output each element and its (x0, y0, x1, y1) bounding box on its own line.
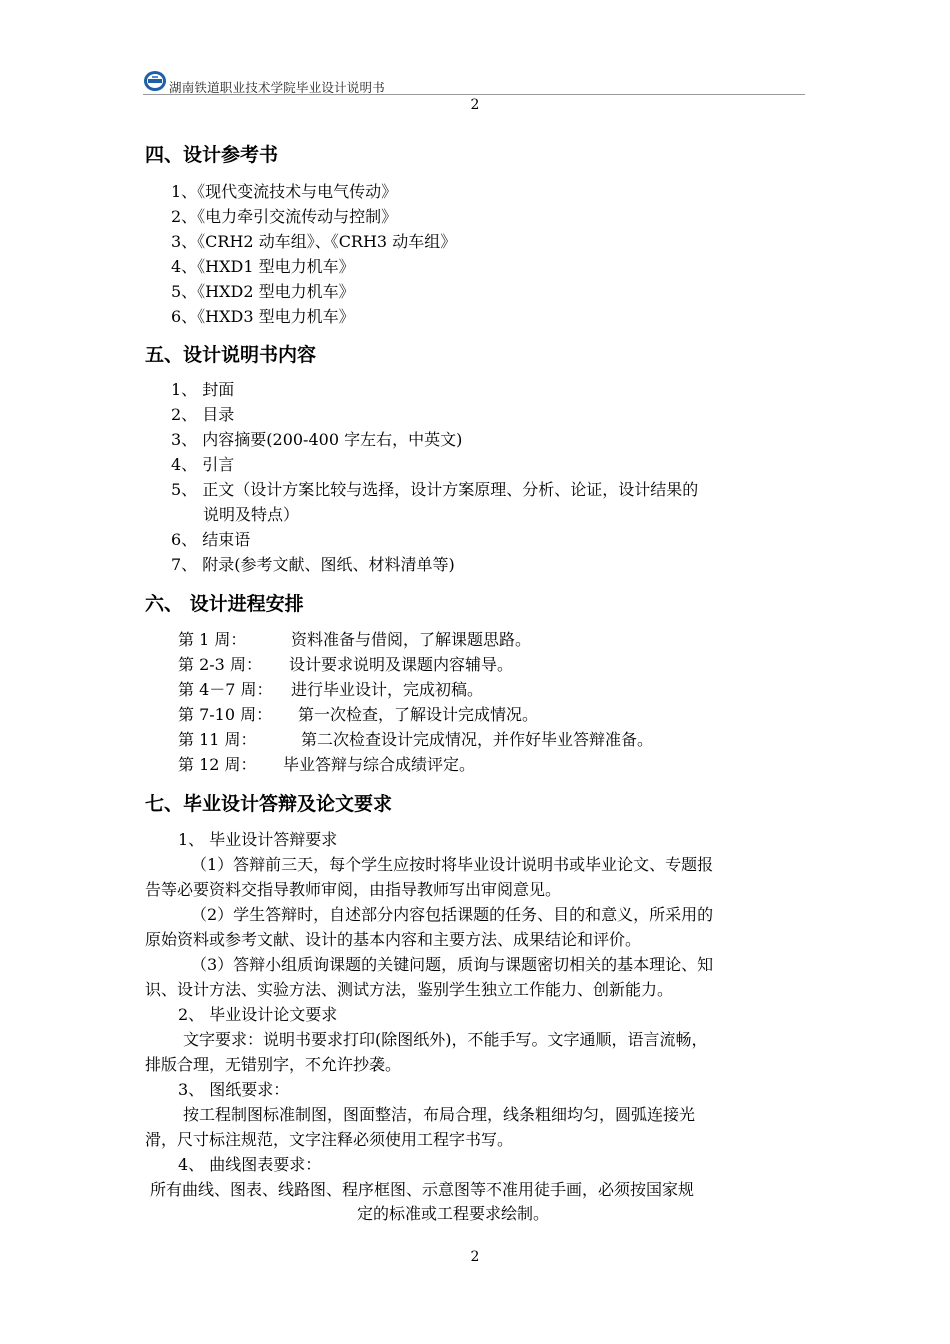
subsection-title: 1、 毕业设计答辩要求 (178, 830, 338, 849)
paragraph-line: 所有曲线、图表、线路图、程序框图、示意图等不准用徒手画，必须按国家规 (150, 1180, 695, 1199)
subsection-title: 3、 图纸要求： (178, 1080, 290, 1099)
contents-item: 7、 附录(参考文献、图纸、材料清单等) (171, 555, 455, 574)
contents-item: 5、 正文（设计方案比较与选择，设计方案原理、分析、论证，设计结果的 (171, 480, 699, 499)
reference-item: 5、《HXD2 型电力机车》 (171, 282, 355, 301)
document-header (143, 68, 805, 95)
reference-item: 1、《现代变流技术与电气传动》 (171, 182, 398, 201)
section-heading-contents: 五、设计说明书内容 (145, 344, 317, 366)
paragraph-line: 告等必要资料交指导教师审阅，由指导教师写出审阅意见。 (145, 880, 562, 899)
reference-item: 6、《HXD3 型电力机车》 (171, 307, 355, 326)
paragraph-line: （1）答辩前三天，每个学生应按时将毕业设计说明书或毕业论文、专题报 (191, 855, 714, 874)
contents-item: 4、 引言 (171, 455, 235, 474)
reference-item: 2、《电力牵引交流传动与控制》 (171, 207, 398, 226)
schedule-task: 毕业答辩与综合成绩评定。 (283, 755, 476, 774)
header-title: 湖南铁道职业技术学院毕业设计说明书 (169, 80, 385, 95)
schedule-task: 第二次检查设计完成情况，并作好毕业答辩准备。 (301, 730, 654, 749)
schedule-week: 第 12 周： (178, 755, 257, 774)
paragraph-line: 滑，尺寸标注规范，文字注释必须使用工程字书写。 (145, 1130, 514, 1149)
paragraph-line: 识、设计方法、实验方法、测试方法，鉴别学生独立工作能力、创新能力。 (145, 980, 674, 999)
schedule-task: 设计要求说明及课题内容辅导。 (289, 655, 514, 674)
contents-item: 1、 封面 (171, 380, 235, 399)
paragraph-line: （2）学生答辩时，自述部分内容包括课题的任务、目的和意义，所采用的 (191, 905, 714, 924)
subsection-title: 4、 曲线图表要求： (178, 1155, 322, 1174)
paragraph-line: （3）答辩小组质询课题的关键问题，质询与课题密切相关的基本理论、知 (191, 955, 714, 974)
contents-item: 6、 结束语 (171, 530, 251, 549)
contents-item: 3、 内容摘要(200-400 字左右，中英文) (171, 430, 463, 449)
schedule-task: 资料准备与借阅，了解课题思路。 (291, 630, 532, 649)
page-number-top: 2 (470, 97, 480, 113)
paragraph-line: 文字要求：说明书要求打印(除图纸外)，不能手写。文字通顺，语言流畅， (183, 1030, 708, 1049)
reference-item: 4、《HXD1 型电力机车》 (171, 257, 355, 276)
schedule-task: 第一次检查，了解设计完成情况。 (298, 705, 539, 724)
paragraph-line: 定的标准或工程要求绘制。 (357, 1204, 550, 1223)
schedule-week: 第 2-3 周： (178, 655, 262, 674)
subsection-title: 2、 毕业设计论文要求 (178, 1005, 338, 1024)
paragraph-line: 原始资料或参考文献、设计的基本内容和主要方法、成果结论和评价。 (145, 930, 642, 949)
reference-item: 3、《CRH2 动车组》、《CRH3 动车组》 (171, 232, 457, 251)
contents-item: 2、 目录 (171, 405, 235, 424)
schedule-week: 第 4－7 周： (178, 680, 273, 699)
college-logo-icon (143, 70, 167, 92)
section-heading-defense: 七、毕业设计答辩及论文要求 (145, 793, 393, 815)
schedule-week: 第 7-10 周： (178, 705, 273, 724)
section-heading-schedule: 六、 设计进程安排 (145, 593, 304, 615)
contents-item-continuation: 说明及特点） (203, 505, 300, 524)
paragraph-line: 排版合理，无错别字，不允许抄袭。 (145, 1055, 402, 1074)
schedule-task: 进行毕业设计，完成初稿。 (291, 680, 484, 699)
schedule-week: 第 11 周： (178, 730, 257, 749)
page-number-bottom: 2 (470, 1249, 480, 1265)
schedule-week: 第 1 周： (178, 630, 247, 649)
paragraph-line: 按工程制图标准制图，图面整洁，布局合理，线条粗细均匀，圆弧连接光 (183, 1105, 696, 1124)
section-heading-references: 四、设计参考书 (145, 144, 279, 166)
